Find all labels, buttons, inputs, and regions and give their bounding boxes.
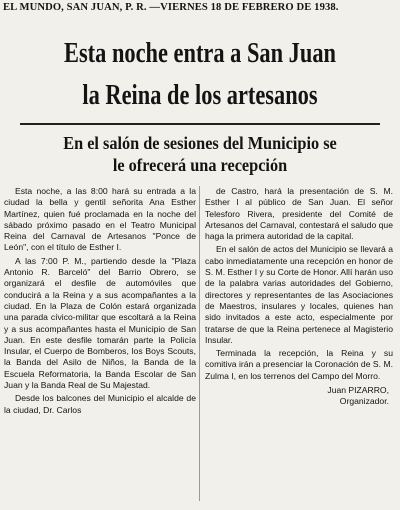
paragraph: de Castro, hará la presentación de S. M. Esther I al público de San Juan. El señor Telesforo Rivera, presidente del Comité de Artesanos del Carnaval, contestará el saludo que haga la primera autoridad de la capital. — [205, 186, 393, 242]
subheadline-line-1: En el salón de sesiones del Municipio se — [63, 133, 337, 153]
signature-title: Organizador. — [339, 396, 389, 407]
dateline: EL MUNDO, SAN JUAN, P. R. —VIERNES 18 DE FEBRERO DE 1938. — [3, 2, 339, 13]
headline-line-2: la Reina de los artesanos — [82, 80, 318, 111]
article-column-right — [205, 186, 393, 408]
paragraph: Terminada la recepción, la Reina y su comitiva irán a presenciar la Coronación de S. M. Zulma I, en los terrenos del Campo del Morro. — [205, 348, 393, 381]
paragraph: En el salón de actos del Municipio se llevará a cabo inmediatamente una recepción en honor de S. M. Esther I y su Corte de Honor. Allí harán uso de la palabra varias autoridades del Gobierno, directores y representantes de las Asociaciones de Maestros, insulares y locales, quienes han sido invitados a este acto, especialmente por tratarse de que la Reina pertenece al Magisterio Insular. — [205, 244, 393, 345]
column-divider — [199, 186, 200, 501]
subheadline-line-2: le ofrecerá una recepción — [112, 155, 288, 175]
headline-line-1: Esta noche entra a San Juan — [64, 38, 336, 69]
article-column-left — [4, 186, 196, 416]
paragraph: Desde los balcones del Municipio el alcalde de la ciudad, Dr. Carlos — [4, 393, 196, 415]
headline-rule — [20, 123, 380, 125]
signature-name: Juan PIZARRO, — [327, 385, 389, 396]
paragraph: Esta noche, a las 8:00 hará su entrada a la ciudad la bella y gentil señorita Ana Esther Martínez, quien fué proclamada en la noche del sábado próximo pasado en el Teatro Municipal Reina del Carnaval de Artesanos "Ponce de León", con el título de Esther I. — [4, 186, 196, 253]
paragraph: A las 7:00 P. M., partiendo desde la "Plaza Antonio R. Barceló" del Barrio Obrero, se organizará el desfile de automóviles que conducirá a la Reina y a sus acompañantes a la ciudad. En la Plaza de Colón estará organizada una parada cívico-militar que escoltará a la Reina y a sus acompañantes hasta el Municipio de San Juan. En este desfile tomarán parte la Policía Insular, el Cuerpo de Bomberos, los Boys Scouts, la Banda del Asilo de Niños, la Banda de la Escuela Reformatoria, la Banda Escolar de San Juan y la Banda Real de Su Majestad. — [4, 255, 196, 391]
